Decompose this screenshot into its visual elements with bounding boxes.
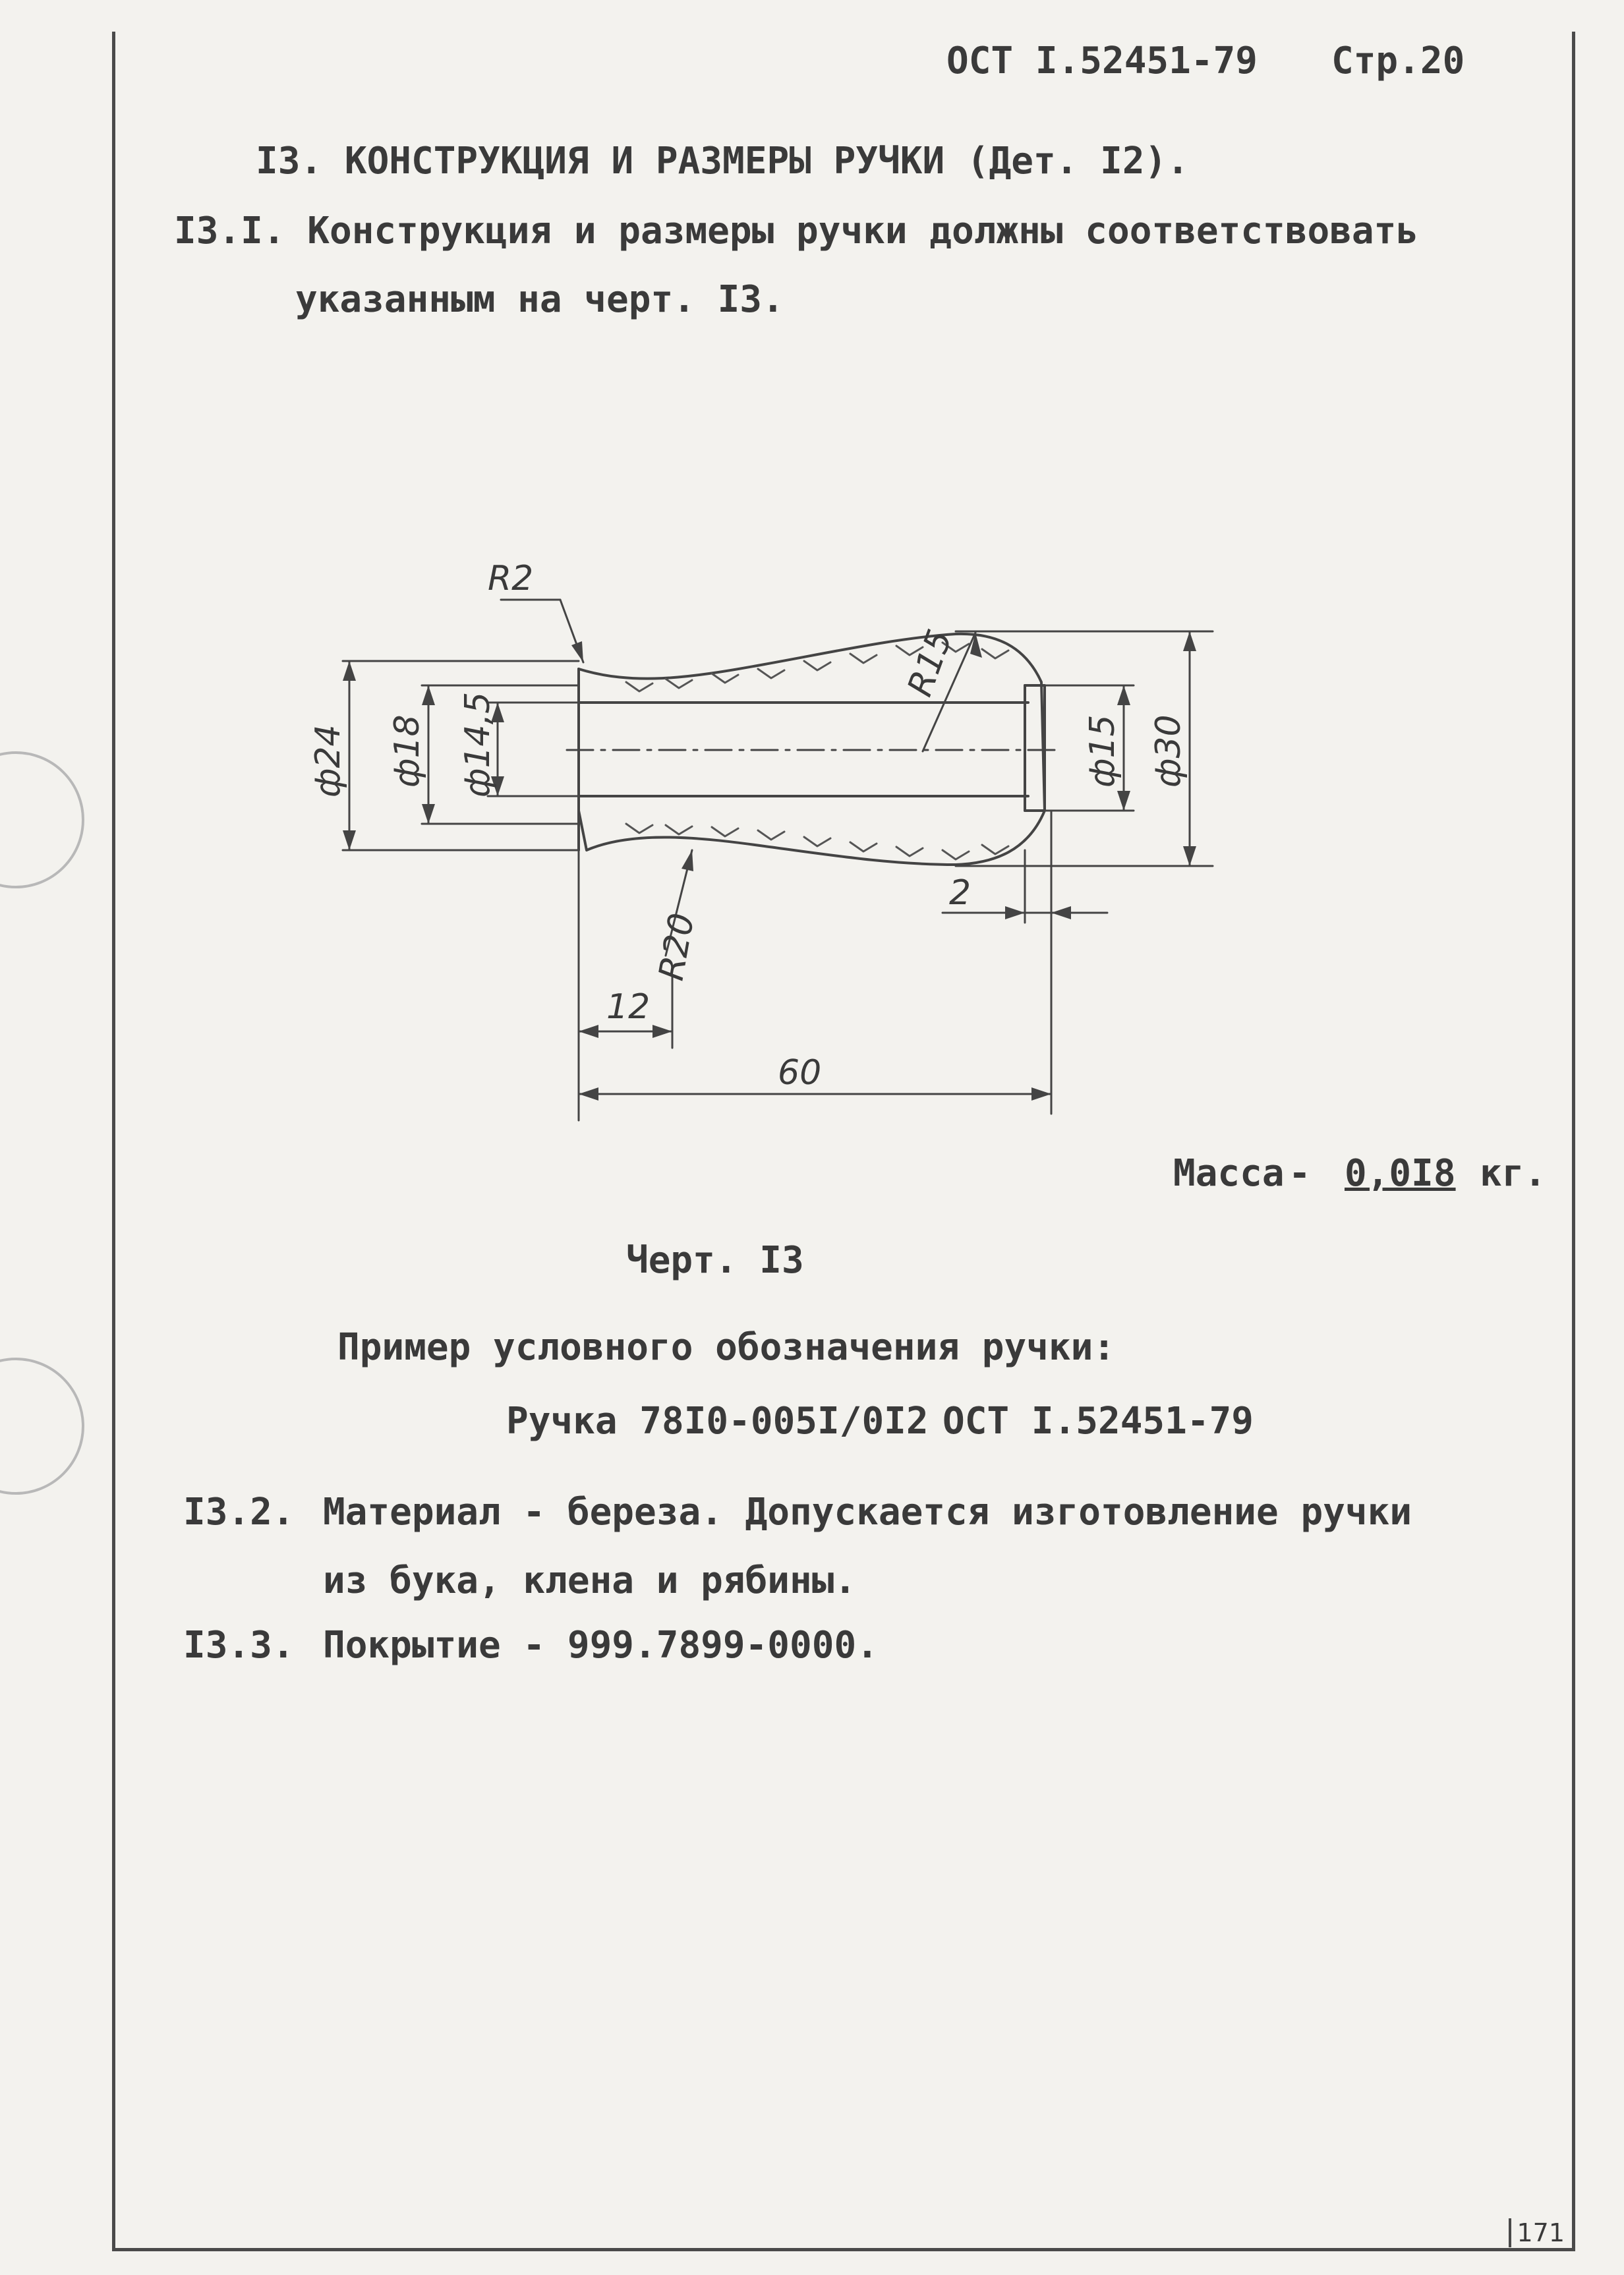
dim-d15: ф15 (1083, 714, 1122, 788)
paragraph-2-number: I3.2. (183, 1491, 295, 1534)
arrow-head (682, 850, 693, 871)
dim-r20: R20 (651, 910, 703, 984)
dim-d24: ф24 (308, 724, 348, 797)
dim-r2: R2 (488, 559, 534, 598)
figure-caption: Черт. I3 (626, 1239, 804, 1282)
mass-unit: кг. (1480, 1152, 1547, 1195)
mass-dash: - (1289, 1152, 1311, 1195)
page-number: 171 (1509, 2218, 1565, 2247)
dim-d18: ф18 (388, 714, 427, 788)
dim-length-60: 60 (778, 1053, 822, 1093)
paragraph-3-number: I3.3. (183, 1624, 295, 1667)
page-label: Стр.20 (1331, 40, 1465, 82)
dim-length-2: 2 (949, 873, 972, 913)
example-intro: Пример условного обозначения ручки: (337, 1326, 1116, 1369)
paragraph-1-line-1: I3.I. Конструкция и размеры ручки должны соответствовать (174, 210, 1419, 252)
paragraph-2-line-1: Материал - береза. Допускается изготовление ручки (323, 1491, 1412, 1534)
doc-code: ОСТ I.52451-79 (946, 40, 1258, 82)
dim-r15: R15 (900, 624, 961, 702)
mass-value: 0,0I8 (1345, 1152, 1456, 1195)
example-designation: Ручка 78I0-005I/0I2 (506, 1400, 929, 1443)
dim-length-12: 12 (606, 987, 651, 1027)
section-heading: I3. КОНСТРУКЦИЯ И РАЗМЕРЫ РУЧКИ (Дет. I2). (256, 140, 1190, 183)
dim-d30: ф30 (1149, 714, 1188, 788)
paragraph-1-line-2: указанным на черт. I3. (295, 278, 784, 321)
paragraph-2-line-2: из бука, клена и рябины. (323, 1559, 857, 1602)
mass-label: Масса (1173, 1152, 1285, 1195)
paragraph-3-text: Покрытие - 999.7899-0000. (323, 1624, 879, 1667)
dim-d14-5: ф14,5 (458, 691, 498, 797)
example-standard: ОСТ I.52451-79 (942, 1400, 1254, 1443)
arrow-head (571, 641, 583, 662)
